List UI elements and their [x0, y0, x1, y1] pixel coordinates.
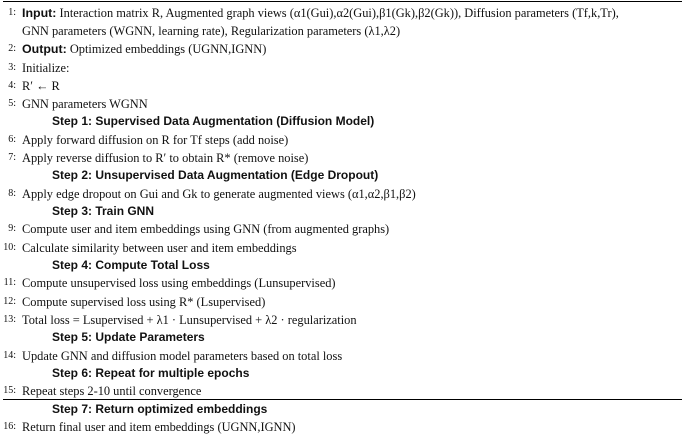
algorithm-line — [0, 77, 685, 95]
algorithm-line — [0, 95, 685, 113]
algorithm-line — [0, 293, 685, 311]
algorithm-line — [0, 239, 685, 257]
line-text: Initialize: — [22, 60, 70, 75]
line-text: Compute user and item embeddings using GNN (from augmented graphs) — [22, 222, 390, 237]
line-number: 5: — [8, 97, 16, 109]
step-heading — [0, 401, 685, 419]
line-text: Compute supervised loss using R* (Lsupervised) — [22, 294, 266, 309]
step-heading — [0, 167, 685, 185]
step-title: Step 2: Unsupervised Data Augmentation (Edge Dropout) — [52, 168, 379, 183]
bottom-rule — [3, 399, 682, 400]
algorithm-line — [0, 149, 685, 167]
step-heading — [0, 257, 685, 275]
line-text: Apply edge dropout on Gui and Gk to generate augmented views (α1,α2,β1,β2) — [22, 186, 416, 201]
line-number: 2: — [8, 43, 16, 55]
algorithm-line — [0, 40, 685, 58]
line-text: Apply forward diffusion on R for Tf steps (add noise) — [22, 132, 289, 147]
line-number: 13: — [3, 313, 16, 325]
algorithm-line — [0, 311, 685, 329]
line-text: Total loss = Lsupervised + λ1 · Lunsupervised + λ2 · regularization — [22, 312, 357, 327]
algorithm-line — [0, 418, 685, 436]
step-heading — [0, 113, 685, 131]
line-text: GNN parameters WGNN — [22, 96, 148, 111]
algorithm-line — [0, 22, 685, 40]
algorithm-line — [0, 131, 685, 149]
line-text: R′ ← R — [22, 78, 60, 93]
algorithm-line — [0, 382, 685, 400]
step-title: Step 7: Return optimized embeddings — [52, 401, 268, 416]
keyword-label: Input: — [22, 6, 57, 20]
line-text: GNN parameters (WGNN, learning rate), Regularization parameters (λ1,λ2) — [22, 24, 401, 39]
step-title: Step 5: Update Parameters — [52, 330, 205, 344]
line-number: 11: — [3, 277, 16, 289]
step-title: Step 3: Train GNN — [52, 203, 155, 218]
keyword-label: Output: — [22, 42, 67, 57]
line-number: 6: — [8, 133, 16, 145]
step-title: Step 1: Supervised Data Augmentation (Diffusion Model) — [52, 114, 375, 129]
line-number: 7: — [8, 151, 16, 163]
algorithm-line — [0, 185, 685, 203]
line-text: Compute unsupervised loss using embeddings (Lunsupervised) — [22, 276, 336, 291]
line-number: 14: — [3, 349, 16, 361]
algorithm-line — [0, 59, 685, 77]
line-text: Calculate similarity between user and item embeddings — [22, 240, 297, 255]
line-number: 10: — [3, 241, 16, 253]
line-number: 1: — [8, 7, 16, 18]
algorithm-line — [0, 4, 685, 22]
line-number: 3: — [8, 61, 16, 73]
algorithm-line — [0, 220, 685, 238]
line-text: Return final user and item embeddings (UGNN,IGNN) — [22, 420, 296, 435]
step-title: Step 4: Compute Total Loss — [52, 257, 210, 272]
algorithm-line — [0, 347, 685, 365]
line-text: Repeat steps 2-10 until convergence — [22, 384, 202, 399]
line-number: 16: — [3, 421, 16, 433]
step-heading — [0, 365, 685, 383]
line-number: 4: — [8, 79, 16, 91]
line-number: 15: — [3, 385, 16, 397]
top-rule — [3, 1, 682, 2]
line-number: 12: — [3, 295, 16, 307]
step-heading — [0, 203, 685, 221]
algorithm-line — [0, 274, 685, 292]
line-number: 8: — [8, 187, 16, 199]
step-heading — [0, 329, 685, 347]
line-text: Update GNN and diffusion model parameters based on total loss — [22, 348, 343, 363]
algorithm-listing — [0, 4, 685, 436]
line-number: 9: — [8, 223, 16, 235]
line-text: Output: Optimized embeddings (UGNN,IGNN) — [22, 42, 267, 57]
line-text: Apply reverse diffusion to R′ to obtain R* (remove noise) — [22, 150, 309, 165]
line-text: Input: Interaction matrix R, Augmented graph views (α1(Gui),α2(Gui),β1(Gk),β2(Gk)), Diffusion parameters (Tf,k,Tr), — [22, 6, 619, 20]
step-title: Step 6: Repeat for multiple epochs — [52, 365, 250, 380]
